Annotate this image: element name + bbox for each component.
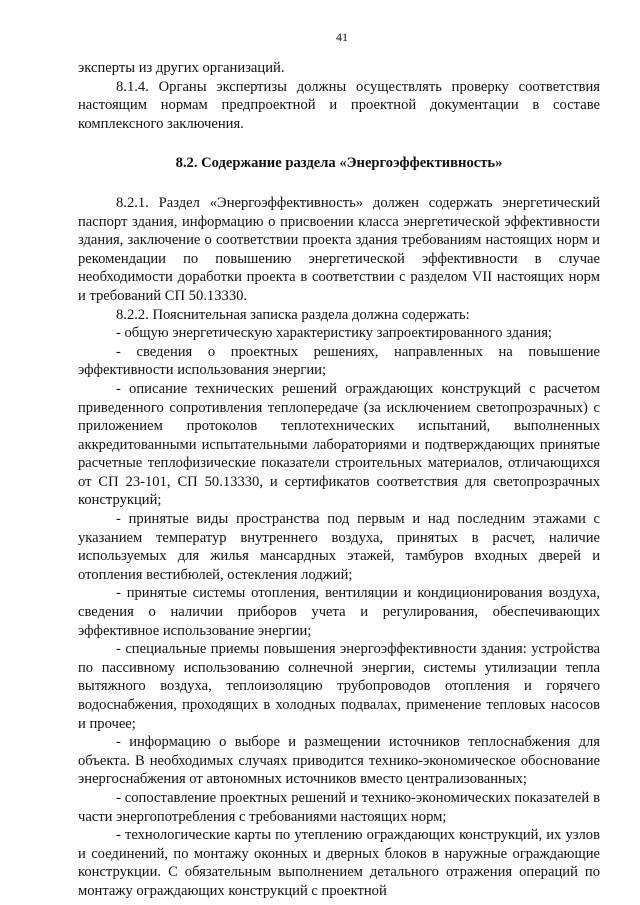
section-heading: 8.2. Содержание раздела «Энергоэффективность»: [175, 155, 503, 172]
list-item: - общую энергетическую характеристику запроектированного здания;: [116, 325, 552, 342]
list-item: - принятые системы отопления, вентиляции и кондиционирования воздуха, сведения о наличии приборов учета и регулирования, обеспечивающих эффективное использование энергии;: [78, 585, 600, 639]
list-item: - сопоставление проектных решений и технико-экономических показателей в части энергопотребления с требованиями настоящих норм;: [78, 789, 600, 825]
list-item: - информацию о выборе и размещении источников теплоснабжения для объекта. В необходимых случаях приводится технико-экономическое обоснование энергоснабжения от автономных источников вместо централизованных;: [78, 734, 600, 788]
list-item: - сведения о проектных решениях, направленных на повышение эффективности использования энергии;: [78, 343, 600, 379]
list-item: - специальные приемы повышения энергоэффективности здания: устройства по пассивному использованию солнечной энергии, системы утилизации тепла вытяжного воздуха, теплоизоляцию трубопроводов отопления и горячего водоснабжения, проходящих в холодных подвалах, применение тепловых насосов и прочее;: [78, 641, 600, 732]
paragraph-8-2-1: 8.2.1. Раздел «Энергоэффективность» должен содержать энергетический паспорт здания, информацию о присвоении класса энергетической эффективности здания, заключение о соответствии проекта здания требованиям настоящих норм и рекомендации по повышению энергетической эффективности в случае необходимости доработки проекта в соответствии с разделом VII настоящих норм и требований СП 50.13330.: [78, 194, 600, 304]
list-item: - описание технических решений ограждающих конструкций с расчетом приведенного сопротивления теплопередаче (за исключением светопрозрачных) с приложением протоколов теплотехнических испытаний, выполненных аккредитованными испытательными лабораториями и подтверждающих принятые расчетные теплофизические показатели строительных материалов, отличающихся от СП 23-101, СП 50.13330, и сертификатов соответствия для светопрозрачных конструкций;: [78, 380, 600, 509]
paragraph-8-1-4: 8.1.4. Органы экспертизы должны осуществлять проверку соответствия настоящим нормам предпроектной и проектной документации в составе комплексного заключения.: [78, 78, 600, 132]
list-item: - технологические карты по утеплению ограждающих конструкций, их узлов и соединений, по монтажу оконных и дверных блоков в наружные ограждающие конструкции. С обязательным выполнением детального отражения операций по монтажу ограждающих конструкций с проектной: [78, 827, 600, 899]
list-item: - принятые виды пространства под первым и над последним этажами с указанием температур внутреннего воздуха, принятых в расчет, наличие используемых для жилья мансардных этажей, тамбуров входных дверей и отопления вестибюлей, остекления лоджий;: [78, 511, 600, 583]
paragraph-continuation: эксперты из других организаций.: [78, 60, 285, 76]
page-number: 41: [336, 30, 348, 44]
paragraph-8-2-2: 8.2.2. Пояснительная записка раздела должна содержать:: [116, 306, 470, 323]
